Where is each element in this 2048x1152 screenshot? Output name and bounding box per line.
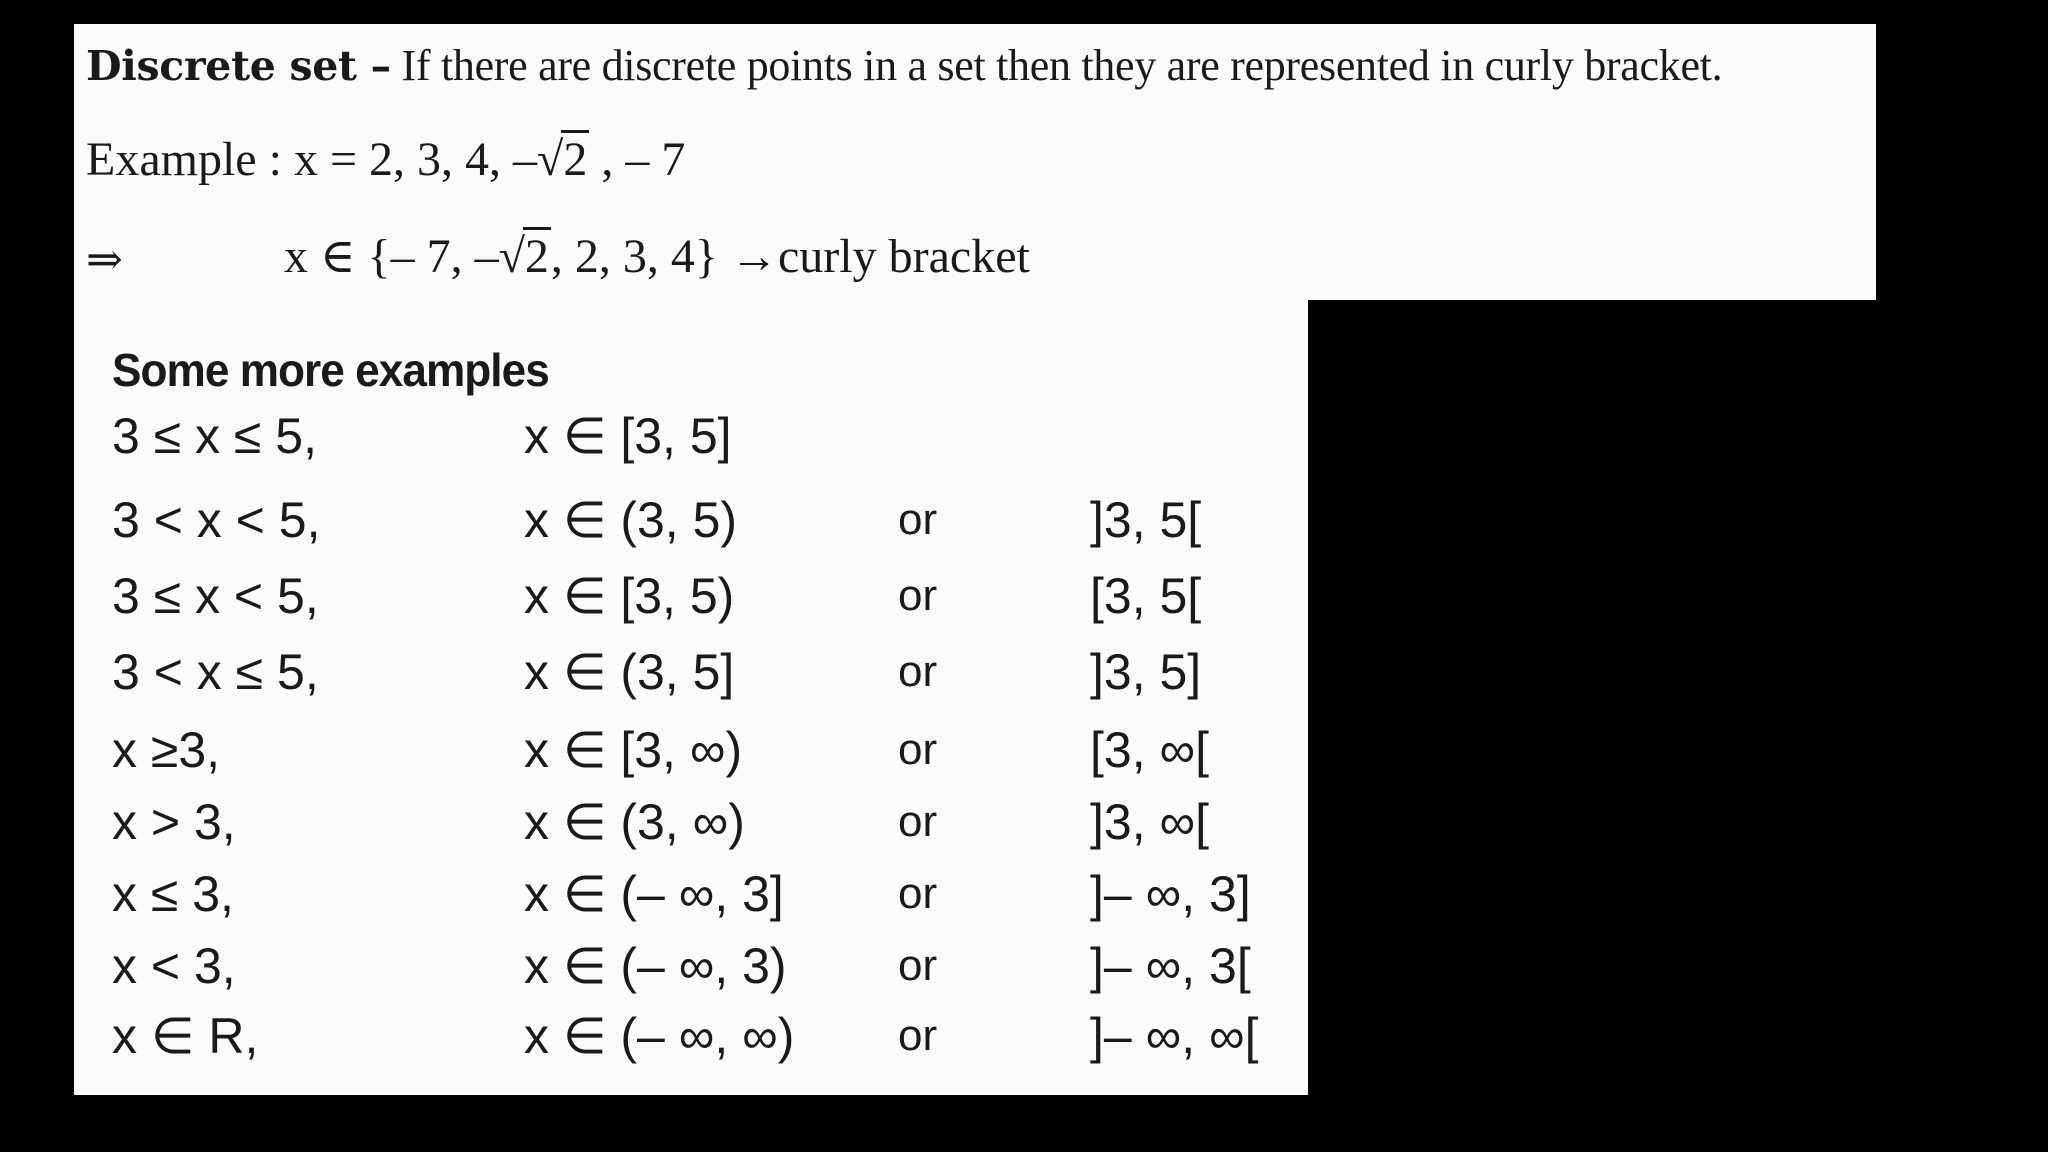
table-row [112,643,1292,715]
inequality-cell: 3 ≤ x ≤ 5, [112,408,317,464]
table-row [112,937,1292,1009]
interval-notation-cell: x ∈ (3, ∞) [524,794,745,850]
interval-notation-cell: x ∈ [3, ∞) [524,722,743,778]
interval-notation-cell: x ∈ (3, 5] [524,644,735,700]
examples-card [74,299,1308,1095]
alternate-notation-cell: ]– ∞, 3[ [1090,938,1251,994]
table-row [112,1007,1292,1079]
table-row [112,865,1292,937]
sqrt-radicand: 2 [523,227,551,283]
inequality-cell: x ≤ 3, [112,866,234,922]
interval-notation-cell: x ∈ (3, 5) [524,492,738,548]
inequality-cell: 3 ≤ x < 5, [112,568,319,624]
interval-notation-cell: x ∈ [3, 5) [524,568,735,624]
or-cell: or [898,647,938,696]
definition-term: Discrete set – [86,42,391,90]
definition-text: If there are discrete points in a set then they are represented in curly bracket. [401,41,1723,90]
interval-notation-cell: x ∈ (– ∞, 3) [524,938,787,994]
alternate-notation-cell: ]– ∞, ∞[ [1090,1008,1259,1064]
examples-heading: Some more examples [112,344,549,396]
example-rhs: , – 7 [601,133,686,186]
interval-notation-cell: x ∈ [3, 5] [524,408,732,464]
table-row [112,793,1292,865]
alternate-notation-cell: ]– ∞, 3] [1090,866,1251,922]
definition-line [86,40,1722,91]
inequality-cell: x > 3, [112,794,236,850]
interval-notation-cell: x ∈ (– ∞, ∞) [524,1008,795,1064]
table-row [112,567,1292,639]
table-row [112,491,1292,563]
curly-bracket-note: →curly bracket [729,230,1030,283]
alternate-notation-cell: [3, ∞[ [1090,722,1210,778]
alternate-notation-cell: [3, 5[ [1090,568,1202,624]
inequality-cell: 3 < x < 5, [112,492,321,548]
or-cell: or [898,571,938,620]
inequality-cell: 3 < x ≤ 5, [112,644,319,700]
or-cell: or [898,941,938,990]
example-label: Example : [86,133,282,186]
alternate-notation-cell: ]3, 5[ [1090,492,1202,548]
set-lhs: x ∈ {– 7, – [284,230,499,283]
table-row [112,407,1292,479]
interval-notation-cell: x ∈ (– ∞, 3] [524,866,784,922]
inequality-cell: x ≥3, [112,722,221,778]
or-cell: or [898,725,938,774]
example-line [86,132,685,187]
alternate-notation-cell: ]3, 5] [1090,644,1202,700]
or-cell: or [898,495,938,544]
inequality-cell: x < 3, [112,938,236,994]
sqrt-radicand: 2 [561,130,589,186]
table-row [112,721,1292,793]
example-lhs: x = 2, 3, 4, – [293,133,538,186]
set-rhs: , 2, 3, 4} [550,230,718,283]
sqrt-symbol: √ [537,133,564,186]
inequality-cell: x ∈ R, [112,1008,259,1064]
set-notation-line [284,228,1030,284]
definition-card [74,24,1876,300]
or-cell: or [898,1011,938,1060]
sqrt-symbol: √ [498,230,525,283]
alternate-notation-cell: ]3, ∞[ [1090,794,1210,850]
or-cell: or [898,797,938,846]
implies-arrow: ⇒ [86,235,123,284]
or-cell: or [898,869,938,918]
